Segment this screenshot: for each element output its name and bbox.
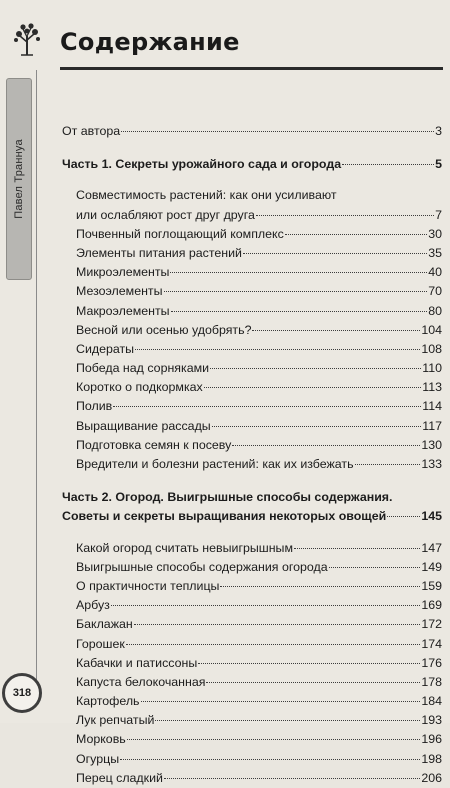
- toc-entry-page: 113: [422, 380, 442, 395]
- dot-leader: [120, 758, 420, 760]
- toc-entry-title: Макроэлементы: [76, 303, 170, 318]
- dot-leader: [342, 163, 434, 165]
- toc-entry-title: Мезоэлементы: [76, 284, 163, 299]
- toc-entry-title: Перец сладкий: [76, 770, 163, 785]
- toc-entry-title: Картофель: [76, 694, 140, 709]
- toc-entry-page: 172: [421, 617, 442, 632]
- toc-entry-page: 206: [421, 770, 442, 785]
- toc-entry[interactable]: [62, 615, 442, 634]
- toc-entry-page: 169: [421, 598, 442, 613]
- tree-icon: [12, 22, 42, 56]
- toc-entry[interactable]: [62, 340, 442, 359]
- toc-entry-page: 70: [428, 284, 442, 299]
- toc-entry-title: Выращивание рассады: [76, 418, 211, 433]
- dot-leader: [164, 290, 428, 292]
- toc-entry[interactable]: [62, 539, 442, 558]
- dot-leader: [164, 777, 420, 779]
- dot-leader: [252, 329, 420, 331]
- dot-leader: [294, 547, 420, 549]
- dot-leader: [127, 738, 421, 740]
- toc-entry[interactable]: [62, 417, 442, 436]
- toc-entry-title: Весной или осенью удобрять?: [76, 322, 252, 337]
- toc-entry[interactable]: [62, 244, 442, 263]
- toc-entry[interactable]: [62, 654, 442, 673]
- toc-entry[interactable]: [62, 635, 442, 654]
- toc-entry-page: 130: [421, 437, 442, 452]
- toc-entry-page: 30: [428, 226, 442, 241]
- toc-entry[interactable]: [62, 225, 442, 244]
- toc-entry-title: Выигрышные способы содержания огорода: [76, 559, 328, 574]
- toc-entry-title: Коротко о подкормках: [76, 380, 203, 395]
- dot-leader: [155, 719, 420, 721]
- dot-leader: [126, 643, 421, 645]
- dot-leader: [170, 271, 427, 273]
- toc-entry-title: Часть 1. Секреты урожайного сада и огорода: [62, 157, 342, 172]
- dot-leader: [243, 252, 427, 254]
- dot-leader: [111, 604, 420, 606]
- toc-entry-page: 178: [421, 674, 442, 689]
- dot-leader: [121, 130, 434, 132]
- dot-leader: [210, 367, 421, 369]
- author-name: Павел Траннуа: [13, 139, 25, 219]
- toc-entry-title: Элементы питания растений: [76, 245, 242, 260]
- toc-entry-title: Подготовка семян к посеву: [76, 437, 232, 452]
- toc-entry-page: 3: [435, 124, 442, 138]
- page-title: Содержание: [60, 28, 240, 56]
- dot-leader: [198, 662, 420, 664]
- toc-entry-title: Кабачки и патиссоны: [76, 655, 198, 670]
- toc-entry[interactable]: [62, 436, 442, 455]
- toc-entry-title-line1: Часть 2. Огород. Выигрышные способы содержания.: [62, 490, 393, 505]
- dot-leader: [206, 681, 420, 683]
- toc-entry[interactable]: [62, 596, 442, 615]
- toc-entry-page: 193: [421, 713, 442, 728]
- dot-leader: [204, 386, 422, 388]
- toc-entry-page: 114: [422, 399, 442, 414]
- toc-entry[interactable]: [62, 558, 442, 577]
- toc-entry-page: 196: [421, 732, 442, 747]
- toc-entry-intro[interactable]: [62, 122, 442, 141]
- toc-entry[interactable]: [62, 711, 442, 730]
- toc-entry-title-line1: Совместимость растений: как они усиливают: [76, 188, 337, 203]
- toc-entry-title: От автора: [62, 124, 121, 138]
- toc-entry-part1[interactable]: [62, 155, 442, 174]
- toc-entry-page: 110: [422, 361, 442, 376]
- toc-entry-title: Арбуз: [76, 598, 110, 613]
- toc-entry-title: Вредители и болезни растений: как их избежать: [76, 457, 354, 471]
- toc-entry-title: Огурцы: [76, 751, 120, 766]
- toc-entry[interactable]: [62, 673, 442, 692]
- toc-entry[interactable]: [62, 397, 442, 416]
- toc-entry-title: Полив: [76, 399, 113, 414]
- dot-leader: [220, 585, 420, 587]
- side-rule: [36, 70, 37, 685]
- toc-entry-page: 176: [421, 655, 442, 670]
- toc-entry[interactable]: [62, 263, 442, 282]
- toc-entry-title: Горошек: [76, 636, 125, 651]
- dot-leader: [329, 566, 421, 568]
- toc-entry-title: Морковь: [76, 732, 126, 747]
- toc-entry-page: 133: [421, 457, 442, 471]
- toc-entry-title: Лук репчатый: [76, 713, 155, 728]
- toc-entry[interactable]: [62, 321, 442, 340]
- dot-leader: [113, 405, 421, 407]
- toc-entry-page: 35: [428, 245, 442, 260]
- toc-entry-page: 104: [421, 322, 442, 337]
- dot-leader: [355, 463, 421, 465]
- toc-entry-page: 159: [421, 578, 442, 593]
- dot-leader: [387, 515, 420, 517]
- author-tab: [6, 78, 32, 280]
- toc-entry-title: Микроэлементы: [76, 265, 170, 280]
- toc-entry[interactable]: [62, 730, 442, 749]
- toc-entry-page: 149: [421, 559, 442, 574]
- toc-entry-page: 147: [421, 540, 442, 555]
- toc-entry[interactable]: [62, 378, 442, 397]
- toc-entry-page: 117: [422, 418, 442, 433]
- toc-entry-page: 80: [428, 303, 442, 318]
- toc-entry[interactable]: [62, 359, 442, 378]
- toc-entry-page: 174: [421, 636, 442, 651]
- toc-entry-page: 145: [421, 509, 442, 524]
- dot-leader: [134, 623, 421, 625]
- toc-entry[interactable]: [62, 769, 442, 788]
- toc-entry-page: 108: [421, 341, 442, 356]
- toc-entry-title: или ослабляют рост друг друга: [76, 207, 255, 222]
- toc-entry[interactable]: [62, 692, 442, 711]
- toc-entry[interactable]: [62, 750, 442, 769]
- toc-entry[interactable]: [62, 206, 442, 225]
- dot-leader: [141, 700, 421, 702]
- dot-leader: [256, 214, 434, 216]
- toc-entry[interactable]: [62, 282, 442, 301]
- toc-entry-title: Сидераты: [76, 341, 135, 356]
- toc-entry-page: 184: [421, 694, 442, 709]
- page-number: 318: [12, 687, 32, 699]
- toc-entry-title: Советы и секреты выращивания некоторых овощей: [62, 509, 387, 524]
- toc-entry-page: 198: [421, 751, 442, 766]
- dot-leader: [171, 310, 428, 312]
- toc-entry-page: 7: [435, 207, 442, 222]
- toc-entry-part2[interactable]: [62, 507, 442, 526]
- toc-entry-title: О практичности теплицы: [76, 578, 220, 593]
- dot-leader: [135, 348, 420, 350]
- dot-leader: [285, 233, 427, 235]
- dot-leader: [212, 425, 422, 427]
- dot-leader: [232, 444, 420, 446]
- toc-entry-title: Какой огород считать невыигрышным: [76, 540, 293, 555]
- toc-entry-title: Победа над сорняками: [76, 361, 210, 376]
- toc-entry[interactable]: [62, 577, 442, 596]
- toc-entry[interactable]: [62, 302, 442, 321]
- toc-entry[interactable]: [62, 455, 442, 474]
- table-of-contents: [62, 122, 442, 788]
- toc-entry-page: 5: [435, 157, 442, 172]
- title-underline: [60, 67, 443, 70]
- toc-entry-page: 40: [428, 265, 442, 280]
- page-number-badge: [2, 673, 42, 713]
- toc-entry-title: Почвенный поглощающий комплекс: [76, 226, 284, 241]
- toc-entry-title: Капуста белокочанная: [76, 674, 206, 689]
- toc-entry-title: Баклажан: [76, 617, 133, 632]
